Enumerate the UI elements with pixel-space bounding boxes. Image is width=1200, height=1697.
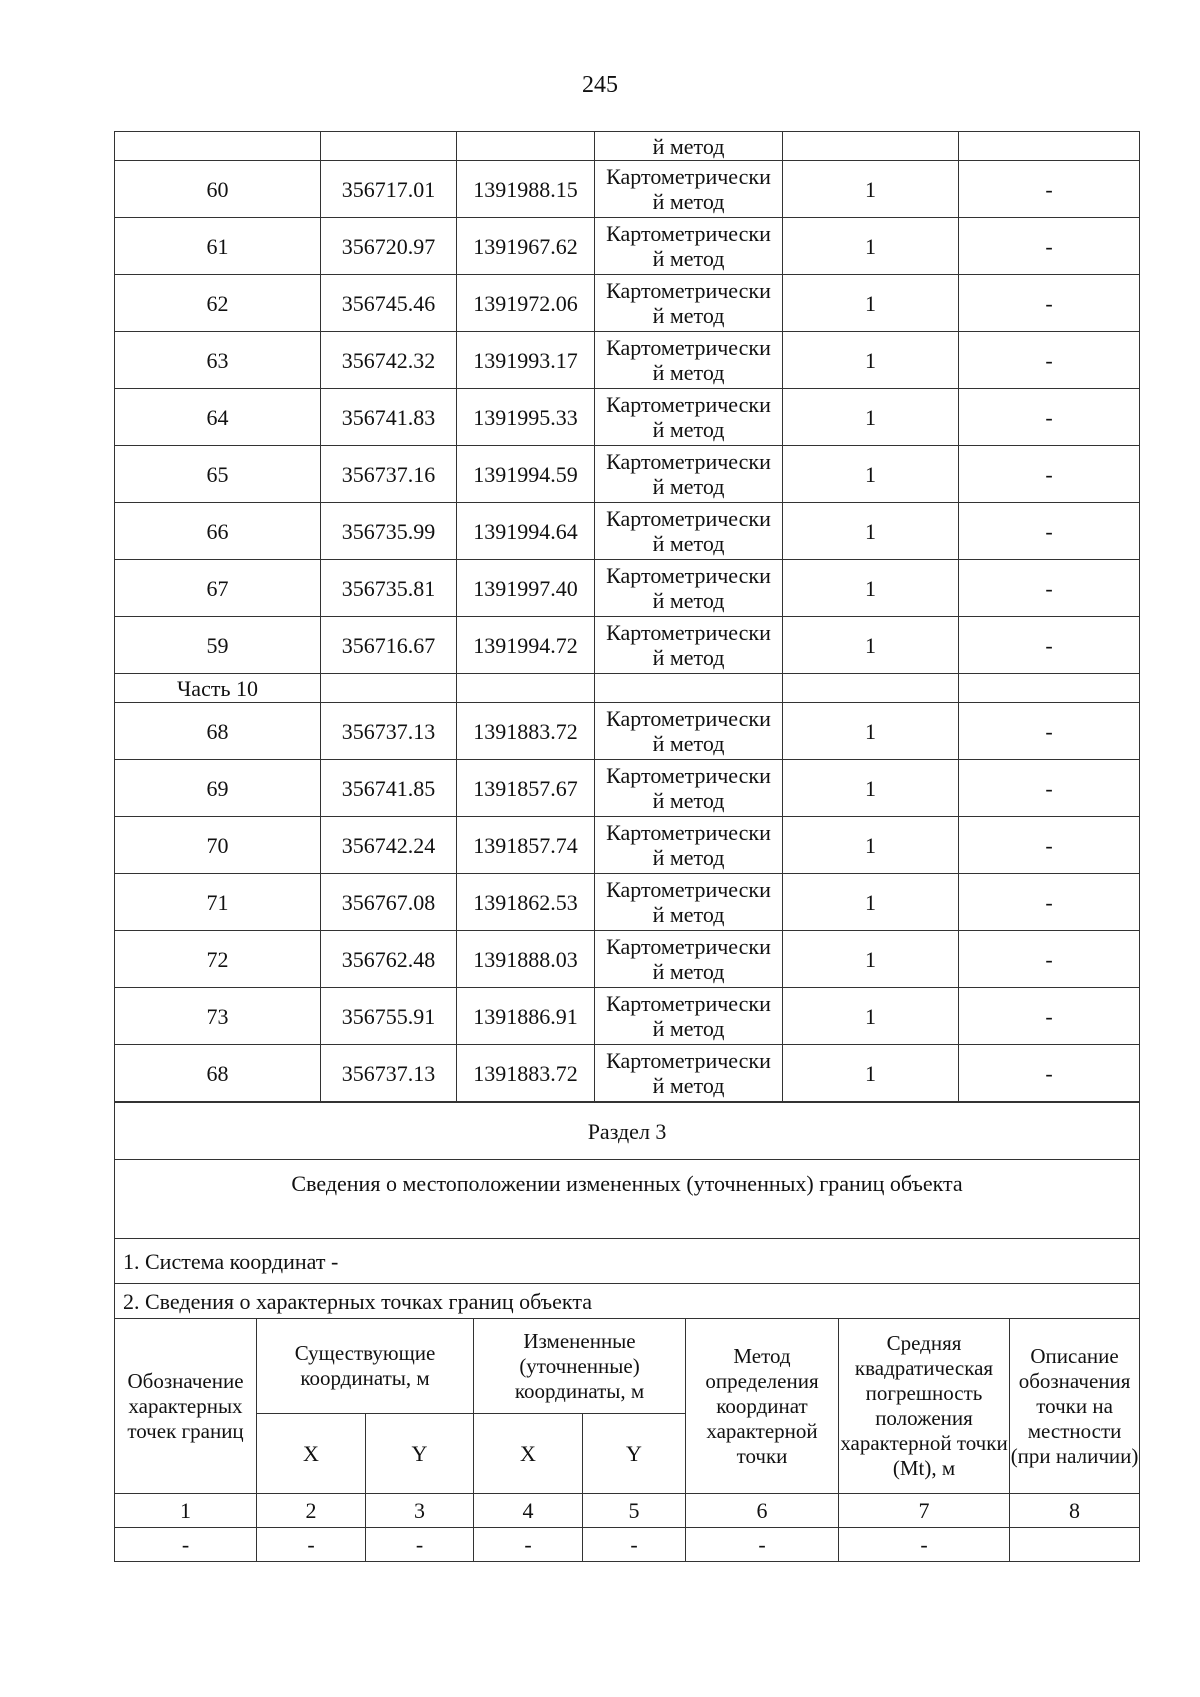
accuracy-cell: 1: [783, 503, 959, 560]
x-cell: 356735.81: [321, 560, 457, 617]
method-cell: [595, 1045, 783, 1102]
point-id-cell: 59: [115, 617, 321, 674]
table-row: [115, 1284, 1140, 1319]
column-numbers-row: [115, 1494, 1140, 1528]
table-row: [115, 132, 1140, 161]
y-cell: 1391862.53: [457, 874, 595, 931]
method-cell: [595, 275, 783, 332]
point-id-cell: 60: [115, 161, 321, 218]
table-row: [115, 446, 1140, 503]
description-cell: -: [959, 988, 1140, 1045]
accuracy-cell: 1: [783, 988, 959, 1045]
column-number: 3: [366, 1494, 474, 1528]
col-header-changed-x: X: [474, 1414, 583, 1494]
table-row: [115, 703, 1140, 760]
point-id-cell: 68: [115, 703, 321, 760]
col-header-changed: Измененные (уточненные) координаты, м: [474, 1319, 686, 1414]
empty-cell: [457, 674, 595, 703]
points-heading-text: 2. Сведения о характерных точках границ объекта: [115, 1284, 1140, 1319]
description-cell: -: [959, 874, 1140, 931]
method-line: й метод: [652, 417, 725, 442]
method-line: й метод: [652, 1016, 725, 1041]
method-line: й метод: [652, 645, 725, 670]
empty-cell: [595, 674, 783, 703]
x-cell: 356745.46: [321, 275, 457, 332]
x-cell: 356741.85: [321, 760, 457, 817]
method-line: Картометрически: [606, 164, 771, 189]
x-cell: 356767.08: [321, 874, 457, 931]
method-line: й метод: [652, 1073, 725, 1098]
accuracy-cell: 1: [783, 332, 959, 389]
point-id-cell: 63: [115, 332, 321, 389]
section-subtitle: Сведения о местоположении измененных (уточненных) границ объекта: [115, 1160, 1140, 1239]
description-cell: -: [959, 161, 1140, 218]
method-line: й метод: [652, 788, 725, 813]
table-row: [115, 617, 1140, 674]
description-cell: -: [959, 218, 1140, 275]
empty-value-cell: -: [474, 1528, 583, 1562]
method-line: Картометрически: [606, 763, 771, 788]
x-cell: 356742.32: [321, 332, 457, 389]
column-number: 4: [474, 1494, 583, 1528]
column-number: 2: [257, 1494, 366, 1528]
method-cell: [595, 931, 783, 988]
method-cell: [595, 988, 783, 1045]
method-line: й метод: [652, 189, 725, 214]
y-cell: 1391883.72: [457, 1045, 595, 1102]
y-cell: 1391883.72: [457, 703, 595, 760]
accuracy-cell: 1: [783, 760, 959, 817]
method-line: Картометрически: [606, 706, 771, 731]
x-cell: 356717.01: [321, 161, 457, 218]
section-title: Раздел 3: [115, 1103, 1140, 1160]
method-line: й метод: [652, 360, 725, 385]
col-header-existing-y: Y: [366, 1414, 474, 1494]
x-cell: 356716.67: [321, 617, 457, 674]
empty-value-cell: [1010, 1528, 1140, 1562]
table-row: [115, 560, 1140, 617]
method-cell: [595, 332, 783, 389]
method-line: й метод: [652, 531, 725, 556]
y-cell: 1391995.33: [457, 389, 595, 446]
method-line: Картометрически: [606, 877, 771, 902]
method-line: Картометрически: [606, 620, 771, 645]
points-table: [114, 131, 1140, 1102]
empty-value-cell: -: [839, 1528, 1010, 1562]
col-header-existing: Существующие координаты, м: [257, 1319, 474, 1414]
accuracy-cell: 1: [783, 617, 959, 674]
description-cell: -: [959, 703, 1140, 760]
point-id-cell: 71: [115, 874, 321, 931]
empty-value-cell: -: [257, 1528, 366, 1562]
description-cell: -: [959, 332, 1140, 389]
accuracy-cell: 1: [783, 161, 959, 218]
method-cell: [595, 503, 783, 560]
y-cell: [457, 132, 595, 161]
method-cell: [595, 218, 783, 275]
y-cell: 1391994.72: [457, 617, 595, 674]
table-row: [115, 275, 1140, 332]
table-row: [115, 1103, 1140, 1160]
accuracy-cell: 1: [783, 817, 959, 874]
point-id-cell: 68: [115, 1045, 321, 1102]
y-cell: 1391994.59: [457, 446, 595, 503]
y-cell: 1391967.62: [457, 218, 595, 275]
column-number: 5: [583, 1494, 686, 1528]
y-cell: 1391886.91: [457, 988, 595, 1045]
x-cell: 356737.16: [321, 446, 457, 503]
column-number: 7: [839, 1494, 1010, 1528]
col-header-existing-x: X: [257, 1414, 366, 1494]
table-row: [115, 1528, 1140, 1562]
table-row: [115, 1045, 1140, 1102]
method-line: Картометрически: [606, 934, 771, 959]
page-number: 245: [582, 72, 618, 98]
column-number: 1: [115, 1494, 257, 1528]
table-row: [115, 988, 1140, 1045]
table-row: [115, 931, 1140, 988]
method-line: Картометрически: [606, 221, 771, 246]
point-id-cell: 72: [115, 931, 321, 988]
table-row: [115, 389, 1140, 446]
point-id-cell: 65: [115, 446, 321, 503]
method-line: Картометрически: [606, 1048, 771, 1073]
method-line: й метод: [652, 731, 725, 756]
table-row: [115, 218, 1140, 275]
method-line: й метод: [652, 959, 725, 984]
point-id-cell: [115, 132, 321, 161]
col-header-changed-y: Y: [583, 1414, 686, 1494]
method-line: й метод: [652, 902, 725, 927]
col-header-method: Метод определения координат характерной точки: [686, 1319, 839, 1494]
description-cell: -: [959, 1045, 1140, 1102]
x-cell: 356737.13: [321, 1045, 457, 1102]
method-line: Картометрически: [606, 820, 771, 845]
description-cell: -: [959, 760, 1140, 817]
method-line: Картометрически: [606, 335, 771, 360]
x-cell: 356755.91: [321, 988, 457, 1045]
empty-cell: [321, 674, 457, 703]
method-cell: й метод: [595, 132, 783, 161]
description-cell: -: [959, 446, 1140, 503]
method-line: й метод: [652, 845, 725, 870]
description-cell: [959, 132, 1140, 161]
method-line: Картометрически: [606, 278, 771, 303]
method-line: Картометрически: [606, 392, 771, 417]
accuracy-cell: 1: [783, 703, 959, 760]
x-cell: 356735.99: [321, 503, 457, 560]
accuracy-cell: 1: [783, 874, 959, 931]
accuracy-cell: [783, 132, 959, 161]
part-row: [115, 674, 1140, 703]
section3-table: [114, 1102, 1140, 1562]
x-cell: 356762.48: [321, 931, 457, 988]
part-label: Часть 10: [115, 674, 321, 703]
y-cell: 1391888.03: [457, 931, 595, 988]
table-row: [115, 1239, 1140, 1284]
method-line: й метод: [652, 474, 725, 499]
empty-cell: [783, 674, 959, 703]
x-cell: 356737.13: [321, 703, 457, 760]
x-cell: 356720.97: [321, 218, 457, 275]
col-header-designation: Обозначение характерных точек границ: [115, 1319, 257, 1494]
y-cell: 1391972.06: [457, 275, 595, 332]
y-cell: 1391997.40: [457, 560, 595, 617]
y-cell: 1391993.17: [457, 332, 595, 389]
point-id-cell: 73: [115, 988, 321, 1045]
accuracy-cell: 1: [783, 1045, 959, 1102]
table-row: [115, 760, 1140, 817]
coord-system-text: 1. Система координат -: [115, 1239, 1140, 1284]
method-cell: [595, 389, 783, 446]
description-cell: -: [959, 560, 1140, 617]
method-cell: [595, 760, 783, 817]
y-cell: 1391857.67: [457, 760, 595, 817]
method-cell: [595, 874, 783, 931]
point-id-cell: 64: [115, 389, 321, 446]
accuracy-cell: 1: [783, 446, 959, 503]
point-id-cell: 66: [115, 503, 321, 560]
x-cell: 356741.83: [321, 389, 457, 446]
description-cell: -: [959, 617, 1140, 674]
column-number: 6: [686, 1494, 839, 1528]
empty-value-cell: -: [115, 1528, 257, 1562]
empty-value-cell: -: [366, 1528, 474, 1562]
table-row: [115, 1160, 1140, 1239]
accuracy-cell: 1: [783, 218, 959, 275]
method-cell: [595, 817, 783, 874]
method-cell: [595, 703, 783, 760]
table-row: [115, 817, 1140, 874]
point-id-cell: 62: [115, 275, 321, 332]
table-row: [115, 332, 1140, 389]
point-id-cell: 69: [115, 760, 321, 817]
table-row: [115, 503, 1140, 560]
y-cell: 1391994.64: [457, 503, 595, 560]
y-cell: 1391857.74: [457, 817, 595, 874]
method-line: й метод: [652, 246, 725, 271]
accuracy-cell: 1: [783, 560, 959, 617]
point-id-cell: 67: [115, 560, 321, 617]
method-cell: [595, 161, 783, 218]
method-line: й метод: [652, 588, 725, 613]
empty-value-cell: -: [686, 1528, 839, 1562]
table-header-row: [115, 1319, 1140, 1414]
table-row: [115, 161, 1140, 218]
description-cell: -: [959, 931, 1140, 988]
x-cell: [321, 132, 457, 161]
description-cell: -: [959, 817, 1140, 874]
accuracy-cell: 1: [783, 931, 959, 988]
method-cell: [595, 560, 783, 617]
col-header-accuracy: Средняя квадратическая погрешность положения характерной точки (Mt), м: [839, 1319, 1010, 1494]
description-cell: -: [959, 275, 1140, 332]
col-header-description: Описание обозначения точки на местности (при наличии): [1010, 1319, 1140, 1494]
accuracy-cell: 1: [783, 275, 959, 332]
y-cell: 1391988.15: [457, 161, 595, 218]
method-cell: [595, 617, 783, 674]
method-line: Картометрически: [606, 563, 771, 588]
table-row: [115, 874, 1140, 931]
method-line: Картометрически: [606, 449, 771, 474]
point-id-cell: 70: [115, 817, 321, 874]
empty-cell: [959, 674, 1140, 703]
accuracy-cell: 1: [783, 389, 959, 446]
method-line: й метод: [652, 303, 725, 328]
empty-value-cell: -: [583, 1528, 686, 1562]
method-line: Картометрически: [606, 506, 771, 531]
x-cell: 356742.24: [321, 817, 457, 874]
method-cell: [595, 446, 783, 503]
column-number: 8: [1010, 1494, 1140, 1528]
point-id-cell: 61: [115, 218, 321, 275]
description-cell: -: [959, 503, 1140, 560]
method-line: Картометрически: [606, 991, 771, 1016]
points-table-body: [115, 132, 1140, 1102]
description-cell: -: [959, 389, 1140, 446]
